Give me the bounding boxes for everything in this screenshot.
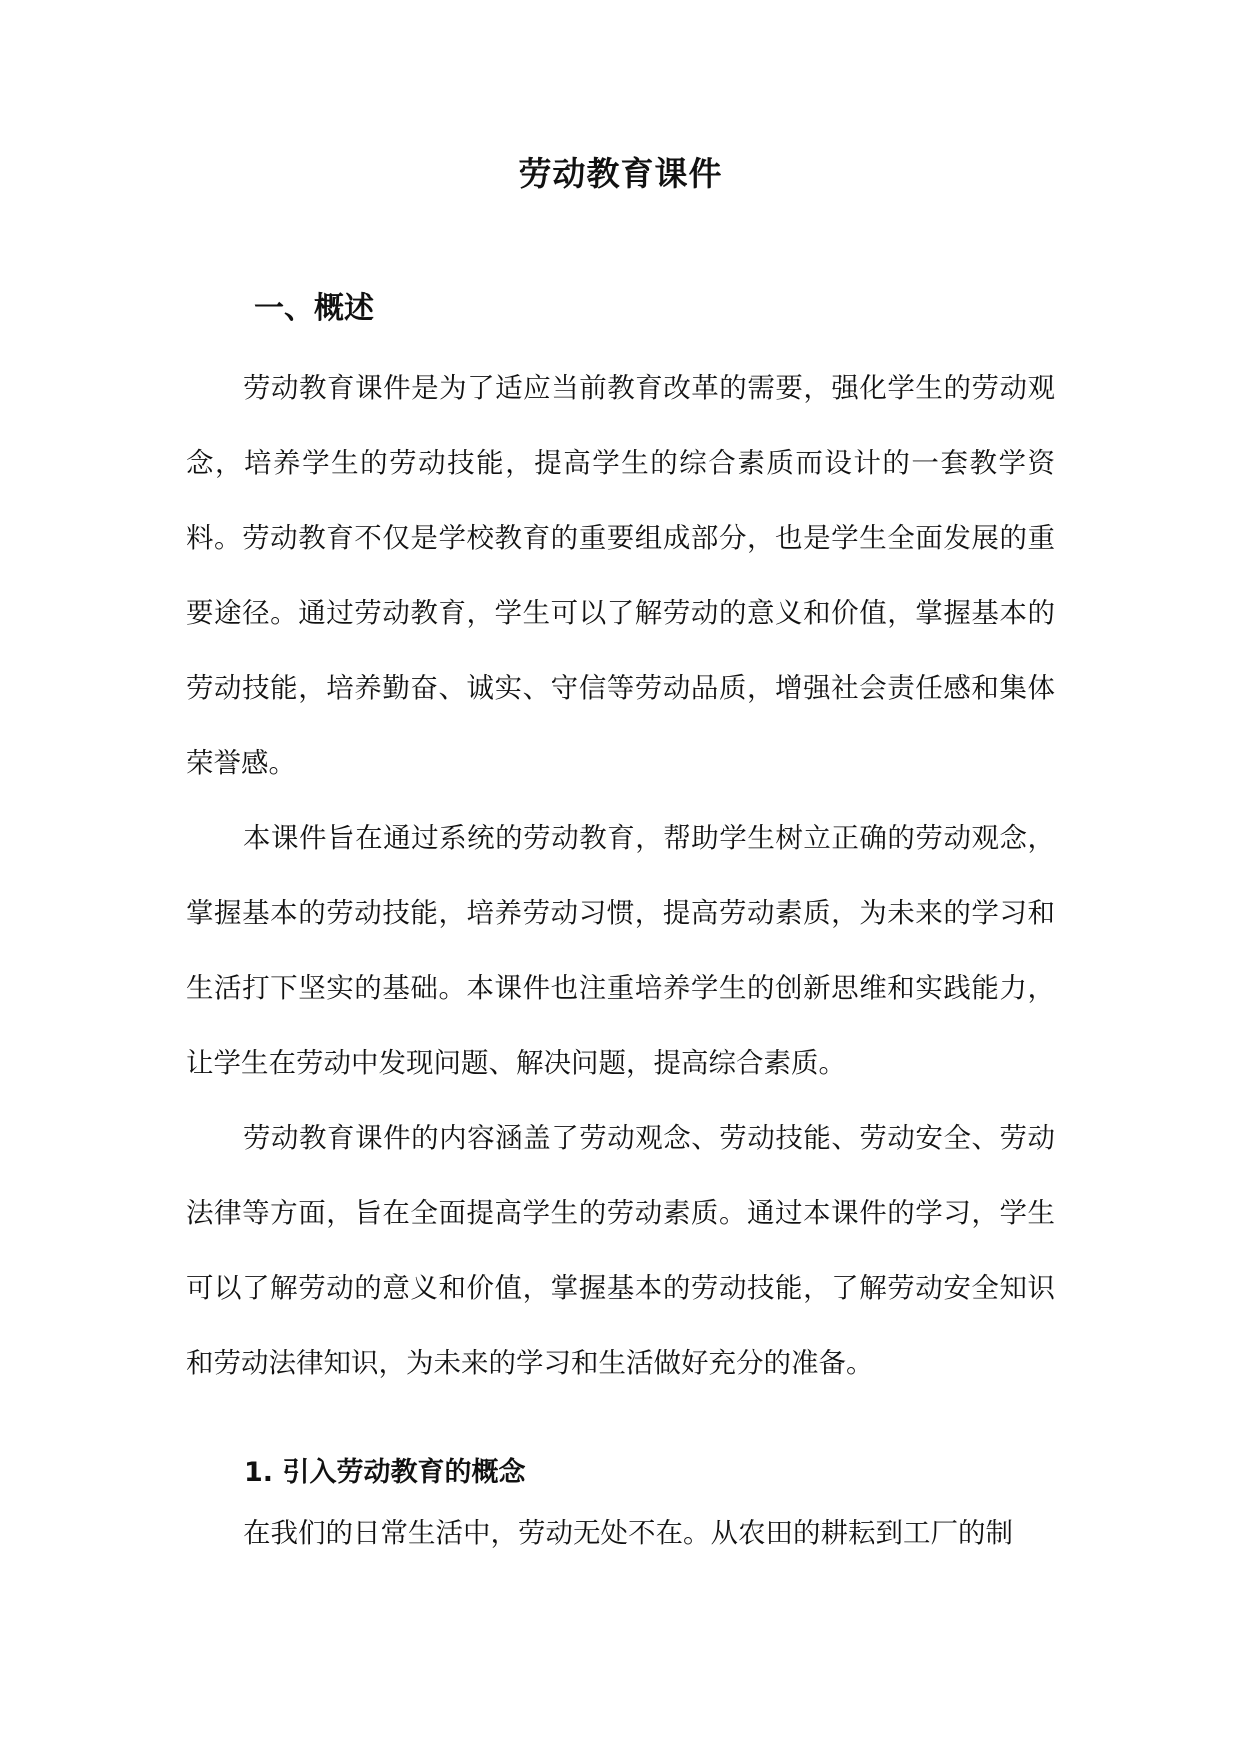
overview-paragraph-2: 本课件旨在通过系统的劳动教育，帮助学生树立正确的劳动观念，掌握基本的劳动技能，培养劳动习惯，提高劳动素质，为未来的学习和生活打下坚实的基础。本课件也注重培养学生的创新思维和实践能力，让学生在劳动中发现问题、解决问题，提高综合素质。 — [186, 822, 1055, 1079]
overview-paragraph-1: 劳动教育课件是为了适应当前教育改革的需要，强化学生的劳动观念，培养学生的劳动技能，提高学生的综合素质而设计的一套教学资料。劳动教育不仅是学校教育的重要组成部分，也是学生全面发展的重要途径。通过劳动教育，学生可以了解劳动的意义和价值，掌握基本的劳动技能，培养勤奋、诚实、守信等劳动品质，增强社会责任感和集体荣誉感。 — [186, 372, 1055, 779]
document-title: 劳动教育课件 — [518, 154, 723, 193]
subsection-heading-concept: 1. 引入劳动教育的概念 — [244, 1457, 526, 1488]
overview-paragraph-3: 劳动教育课件的内容涵盖了劳动观念、劳动技能、劳动安全、劳动法律等方面，旨在全面提高学生的劳动素质。通过本课件的学习，学生可以了解劳动的意义和价值，掌握基本的劳动技能，了解劳动安全知识和劳动法律知识，为未来的学习和生活做好充分的准备。 — [186, 1122, 1055, 1379]
subsection-paragraph: 在我们的日常生活中，劳动无处不在。从农田的耕耘到工厂的制 — [243, 1517, 1013, 1549]
section-heading-overview: 一、概述 — [254, 291, 374, 326]
